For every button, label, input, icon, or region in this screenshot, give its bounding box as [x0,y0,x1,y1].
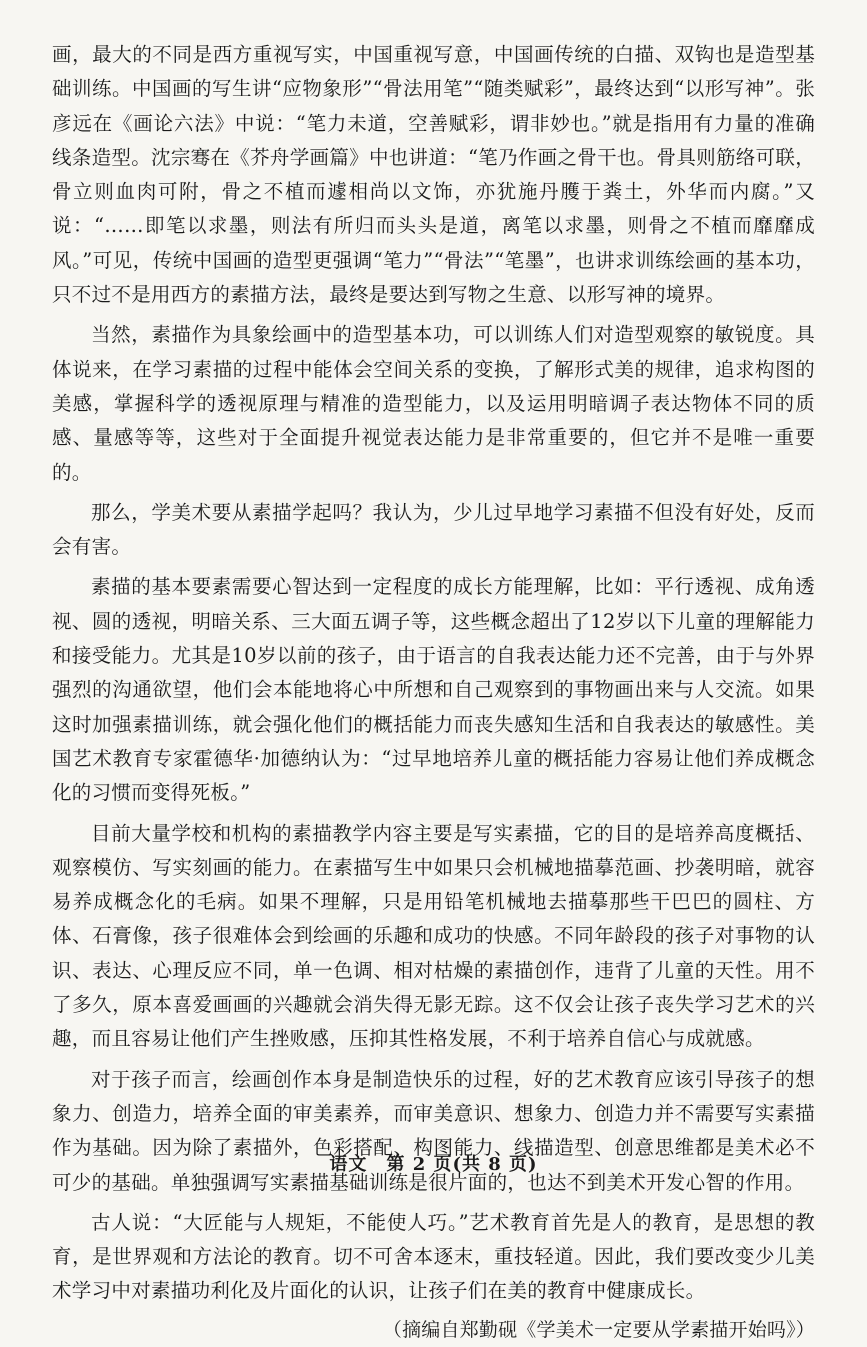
paragraph-creativity: 对于孩子而言，绘画创作本身是制造快乐的过程，好的艺术教育应该引导孩子的想象力、创造力，培养全面的审美素养，而审美意识、想象力、创造力并不需要写实素描作为基础。因为除了素描外，色彩搭配、构图能力、线描造型、创意思维都是美术必不可少的基础。单独强调写实素描基础训练是很片面的，也达不到美术开发心智的作用。 [52,1067,815,1194]
paragraph-conclusion: 古人说：“大匠能与人规矩，不能使人巧。”艺术教育首先是人的教育，是思想的教育，是世界观和方法论的教育。切不可舍本逐末，重技轻道。因此，我们要改变少儿美术学习中对素描功利化及片面化的认识，让孩子们在美的教育中健康成长。 [52,1210,815,1303]
page-footer: 语文 第 2 页(共 8 页) [329,1154,538,1175]
paragraph-continued: 画，最大的不同是西方重视写实，中国重视写意，中国画传统的白描、双钩也是造型基础训练。中国画的写生讲“应物象形”“骨法用笔”“随类赋彩”，最终达到“以形写神”。张彦远在《画论六法》中说：“笔力未道，空善赋彩，谓非妙也。”就是指用有力量的准确线条造型。沈宗骞在《芥舟学画篇》中也讲道：“笔乃作画之骨干也。骨具则筋络可联，骨立则血肉可附，骨之不植而遽相尚以文饰，亦犹施丹臒于粪土，外华而内腐。”又说：“……即笔以求墨，则法有所归而头头是道，离笔以求墨，则骨之不植而靡靡成风。”可见，传统中国画的造型更强调“笔力”“骨法”“笔墨”，也讲求训练绘画的基本功，只不过不是用西方的素描方法，最终是要达到写物之生意、以形写神的境界。 [52,43,815,307]
paragraph-teaching-content: 目前大量学校和机构的素描教学内容主要是写实素描，它的目的是培养高度概括、观察模仿、写实刻画的能力。在素描写生中如果只会机械地描摹范画、抄袭明暗，就容易养成概念化的毛病。如果不理解，只是用铅笔机械地去描摹那些干巴巴的圆柱、方体、石膏像，孩子很难体会到绘画的乐趣和成功的快感。不同年龄段的孩子对事物的认识、表达、心理反应不同，单一色调、相对枯燥的素描创作，违背了儿童的天性。用不了多久，原本喜爱画画的兴趣就会消失得无影无踪。这不仅会让孩子丧失学习艺术的兴趣，而且容易让他们产生挫败感，压抑其性格发展，不利于培养自信心与成就感。 [52,821,815,1051]
paragraph-children-cognition: 素描的基本要素需要心智达到一定程度的成长方能理解，比如：平行透视、成角透视、圆的透视，明暗关系、三大面五调子等，这些概念超出了12岁以下儿童的理解能力和接受能力。尤其是10岁以前的孩子，由于语言的自我表达能力还不完善，由于与外界强烈的沟通欲望，他们会本能地将心中所想和自己观察到的事物画出来与人交流。如果这时加强素描训练，就会强化他们的概括能力而丧失感知生活和自我表达的敏感性。美国艺术教育专家霍德华·加德纳认为：“过早地培养儿童的概括能力容易让他们养成概念化的习惯而变得死板。” [52,575,815,805]
paragraph-sketch-fundamentals: 当然，素描作为具象绘画中的造型基本功，可以训练人们对造型观察的敏锐度。具体说来，在学习素描的过程中能体会空间关系的变换，了解形式美的规律，追求构图的美感，掌握科学的透视原理与精准的造型能力，以及运用明暗调子表达物体不同的质感、量感等等，这些对于全面提升视觉表达能力是非常重要的，但它并不是唯一重要的。 [52,323,815,484]
source-citation: （摘编自郑勤砚《学美术一定要从学素描开始吗》） [382,1318,815,1341]
paragraph-question: 那么，学美术要从素描学起吗？我认为，少儿过早地学习素描不但没有好处，反而会有害。 [52,500,815,559]
